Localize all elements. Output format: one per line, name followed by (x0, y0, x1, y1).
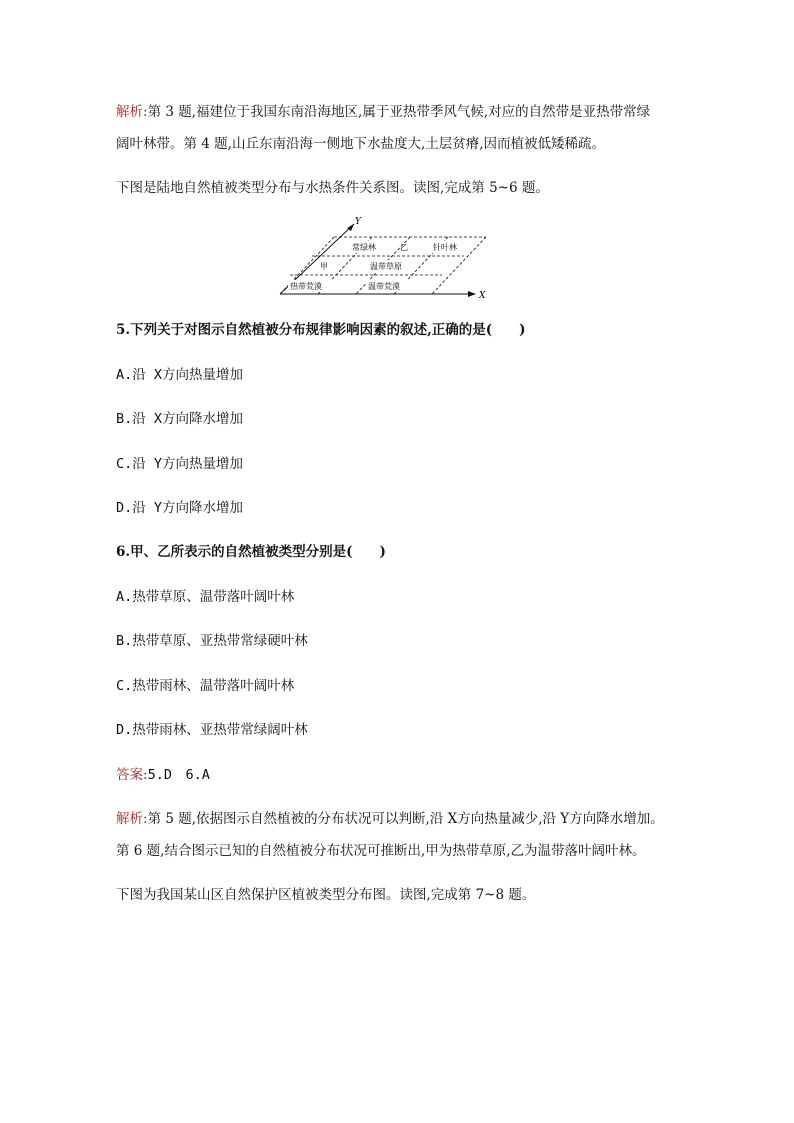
question-6-option-c: C.热带雨林、温带落叶阔叶林 (116, 678, 295, 694)
analysis-text: 第 3 题,福建位于我国东南沿海地区,属于亚热带季风气候,对应的自然带是亚热带常绿 (147, 104, 651, 120)
analysis-label-2: 解析: (116, 811, 148, 827)
analysis-paragraph-1 (116, 103, 650, 121)
analysis-paragraph-2-cont: 第 6 题,结合图示已知的自然植被分布状况可推断出,甲为热带草原,乙为温带落叶阔叶林。 (116, 843, 646, 859)
y-axis-label: Y (355, 217, 361, 227)
x-axis-label: X (479, 291, 486, 301)
cell-temperate-desert: 温带荒漠 (368, 282, 400, 291)
analysis-paragraph-2 (116, 810, 664, 828)
question-6-option-d: D.热带雨林、亚热带常绿阔叶林 (116, 722, 308, 738)
cell-evergreen-forest: 常绿林 (352, 243, 376, 252)
question-6-stem: 6.甲、乙所表示的自然植被类型分别是( ) (116, 544, 386, 560)
analysis-label: 解析: (116, 104, 148, 120)
analysis-paragraph-1-cont: 阔叶林带。第 4 题,山丘东南沿海一侧地下水盐度大,土层贫瘠,因而植被低矮稀疏。 (116, 136, 606, 152)
vegetation-climate-diagram (270, 212, 500, 304)
cell-tropical-desert: 热带荒漠 (290, 282, 322, 291)
answer-label: 答案: (116, 767, 148, 783)
cell-coniferous-forest: 针叶林 (433, 243, 457, 252)
question-6-option-a: A.热带草原、温带落叶阔叶林 (116, 589, 295, 605)
answer-value: 5.D 6.A (147, 767, 210, 783)
figure-intro-1: 下图是陆地自然植被类型分布与水热条件关系图。读图,完成第 5~6 题。 (116, 180, 549, 196)
x-axis-arrow (468, 291, 476, 297)
question-5-option-c: C.沿 Y方向热量增加 (116, 456, 244, 472)
answer-line (116, 766, 210, 784)
figure-intro-2: 下图为我国某山区自然保护区植被类型分布图。读图,完成第 7~8 题。 (116, 887, 536, 903)
question-6-option-b: B.热带草原、亚热带常绿硬叶林 (116, 633, 308, 649)
question-5-option-d: D.沿 Y方向降水增加 (116, 500, 244, 516)
cell-jia: 甲 (320, 262, 328, 271)
question-5-stem: 5.下列关于对图示自然植被分布规律影响因素的叙述,正确的是( ) (116, 322, 526, 338)
question-5-option-a: A.沿 X方向热量增加 (116, 367, 244, 383)
cell-yi: 乙 (400, 243, 408, 252)
question-5-option-b: B.沿 X方向降水增加 (116, 411, 244, 427)
analysis-text-2: 第 5 题,依据图示自然植被的分布状况可以判断,沿 X方向热量减少,沿 Y方向降水增加。 (147, 811, 664, 827)
cell-temperate-grassland: 温带草原 (370, 262, 402, 271)
